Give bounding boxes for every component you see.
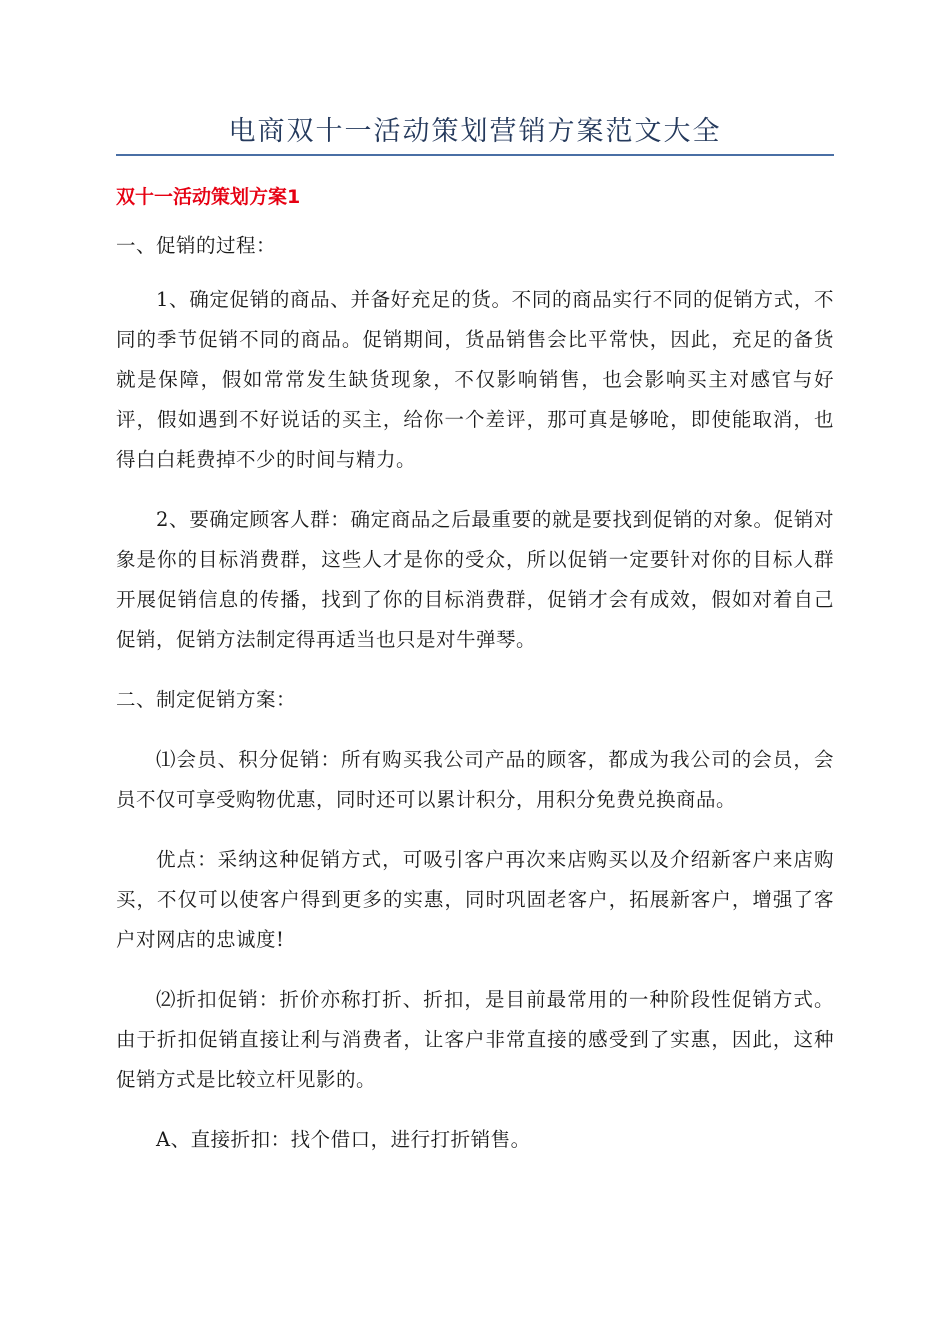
heading-promotion-plan: 二、制定促销方案： [116, 688, 297, 711]
paragraph-direct-discount: A、直接折扣：找个借口，进行打折销售。 [156, 1128, 531, 1151]
paragraph-target-customers: 2、要确定顾客人群：确定商品之后最重要的就是要找到促销的对象。促销对象是你的目标消费群，这些人才是你的受众，所以促销一定要针对你的目标人群开展促销信息的传播，找到了你的目标消费群，促销才会有成效，假如对着自己促销，促销方法制定得再适当也只是对牛弹琴。 [116, 508, 834, 651]
heading-promotion-process: 一、促销的过程： [116, 234, 277, 257]
paragraph-discount-promotion: ⑵折扣促销：折价亦称打折、折扣，是目前最常用的一种阶段性促销方式。由于折扣促销直接让利与消费者，让客户非常直接的感受到了实惠，因此，这种促销方式是比较立杆见影的。 [116, 988, 834, 1091]
paragraph-member-points: ⑴会员、积分促销：所有购买我公司产品的顾客，都成为我公司的会员，会员不仅可享受购物优惠，同时还可以累计积分，用积分免费兑换商品。 [116, 748, 834, 811]
section-heading: 双十一活动策划方案1 [116, 186, 301, 208]
paragraph-prepare-goods: 1、确定促销的商品、并备好充足的货。不同的商品实行不同的促销方式，不同的季节促销不同的商品。促销期间，货品销售会比平常快，因此，充足的备货就是保障，假如常常发生缺货现象，不仅影响销售，也会影响买主对感官与好评，假如遇到不好说话的买主，给你一个差评，那可真是够呛，即使能取消，也得白白耗费掉不少的时间与精力。 [116, 288, 834, 471]
document-body [116, 226, 834, 1160]
document-title: 电商双十一活动策划营销方案范文大全 [228, 116, 722, 147]
paragraph-advantages: 优点：采纳这种促销方式，可吸引客户再次来店购买以及介绍新客户来店购买，不仅可以使客户得到更多的实惠，同时巩固老客户，拓展新客户，增强了客户对网店的忠诚度! [116, 848, 834, 951]
title-underline [116, 154, 834, 156]
